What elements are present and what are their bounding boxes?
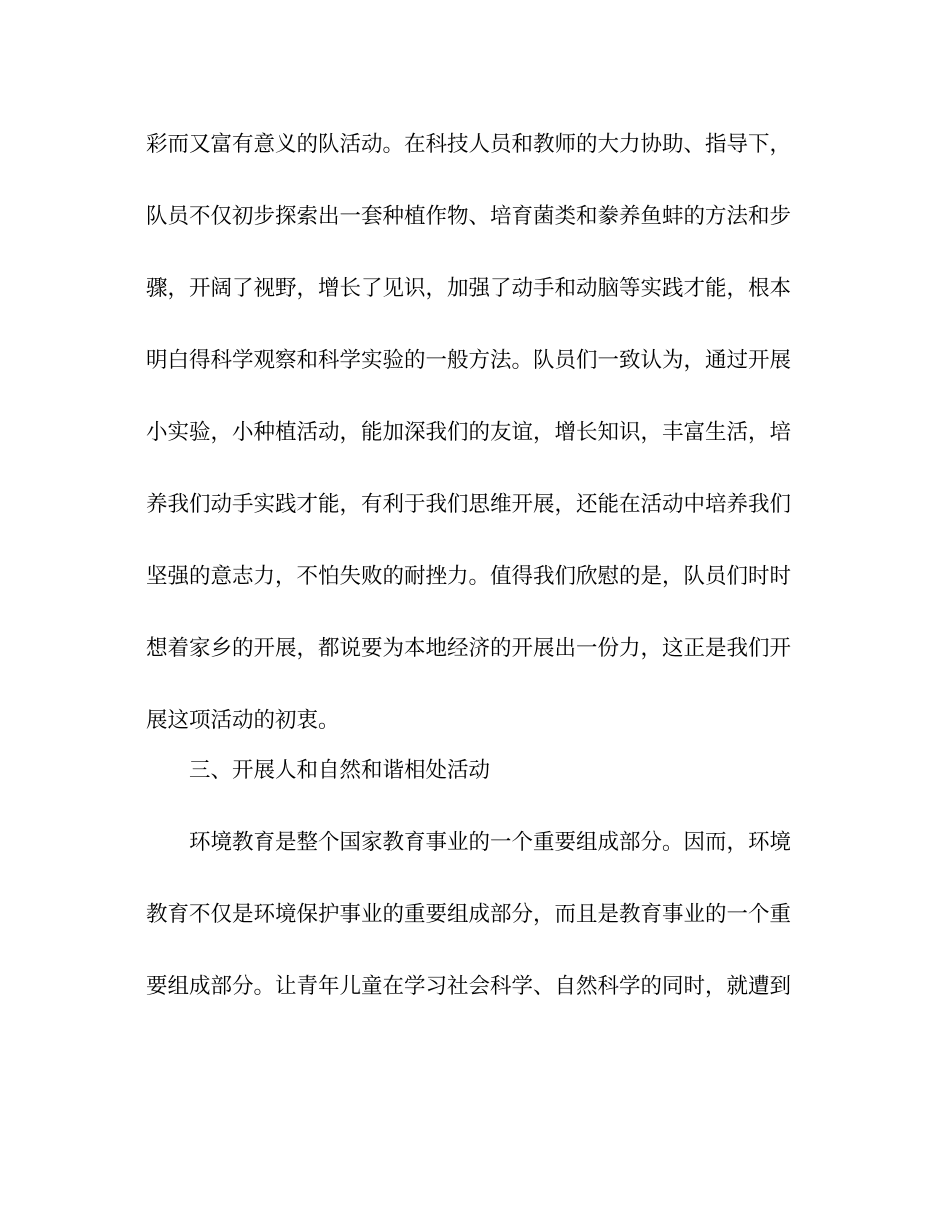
- paragraph-line: 小实验，小种植活动，能加深我们的友谊，增长知识，丰富生活，培: [146, 420, 792, 445]
- paragraph-line: 明白得科学观察和科学实验的一般方法。队员们一致认为，通过开展: [146, 348, 792, 373]
- paragraph-line: 彩而又富有意义的队活动。在科技人员和教师的大力协助、指导下，: [146, 132, 792, 157]
- paragraph-line: 想着家乡的开展，都说要为本地经济的开展出一份力，这正是我们开: [146, 636, 792, 661]
- paragraph-line: 教育不仅是环境保护事业的重要组成部分，而且是教育事业的一个重: [146, 902, 792, 927]
- paragraph-line: 养我们动手实践才能，有利于我们思维开展，还能在活动中培养我们: [146, 492, 792, 517]
- paragraph-line: 队员不仅初步探索出一套种植作物、培育菌类和豢养鱼蚌的方法和步: [146, 204, 792, 229]
- paragraph-line: 环境教育是整个国家教育事业的一个重要组成部分。因而，环境: [189, 830, 792, 855]
- paragraph-line: 坚强的意志力，不怕失败的耐挫力。值得我们欣慰的是，队员们时时: [146, 564, 792, 589]
- section-heading: 三、开展人和自然和谐相处活动: [189, 758, 491, 783]
- paragraph-line: 骤，开阔了视野，增长了见识，加强了动手和动脑等实践才能，根本: [146, 276, 792, 301]
- paragraph-line: 展这项活动的初衷。: [146, 708, 340, 733]
- paragraph-line: 要组成部分。让青年儿童在学习社会科学、自然科学的同时，就遭到: [146, 974, 792, 999]
